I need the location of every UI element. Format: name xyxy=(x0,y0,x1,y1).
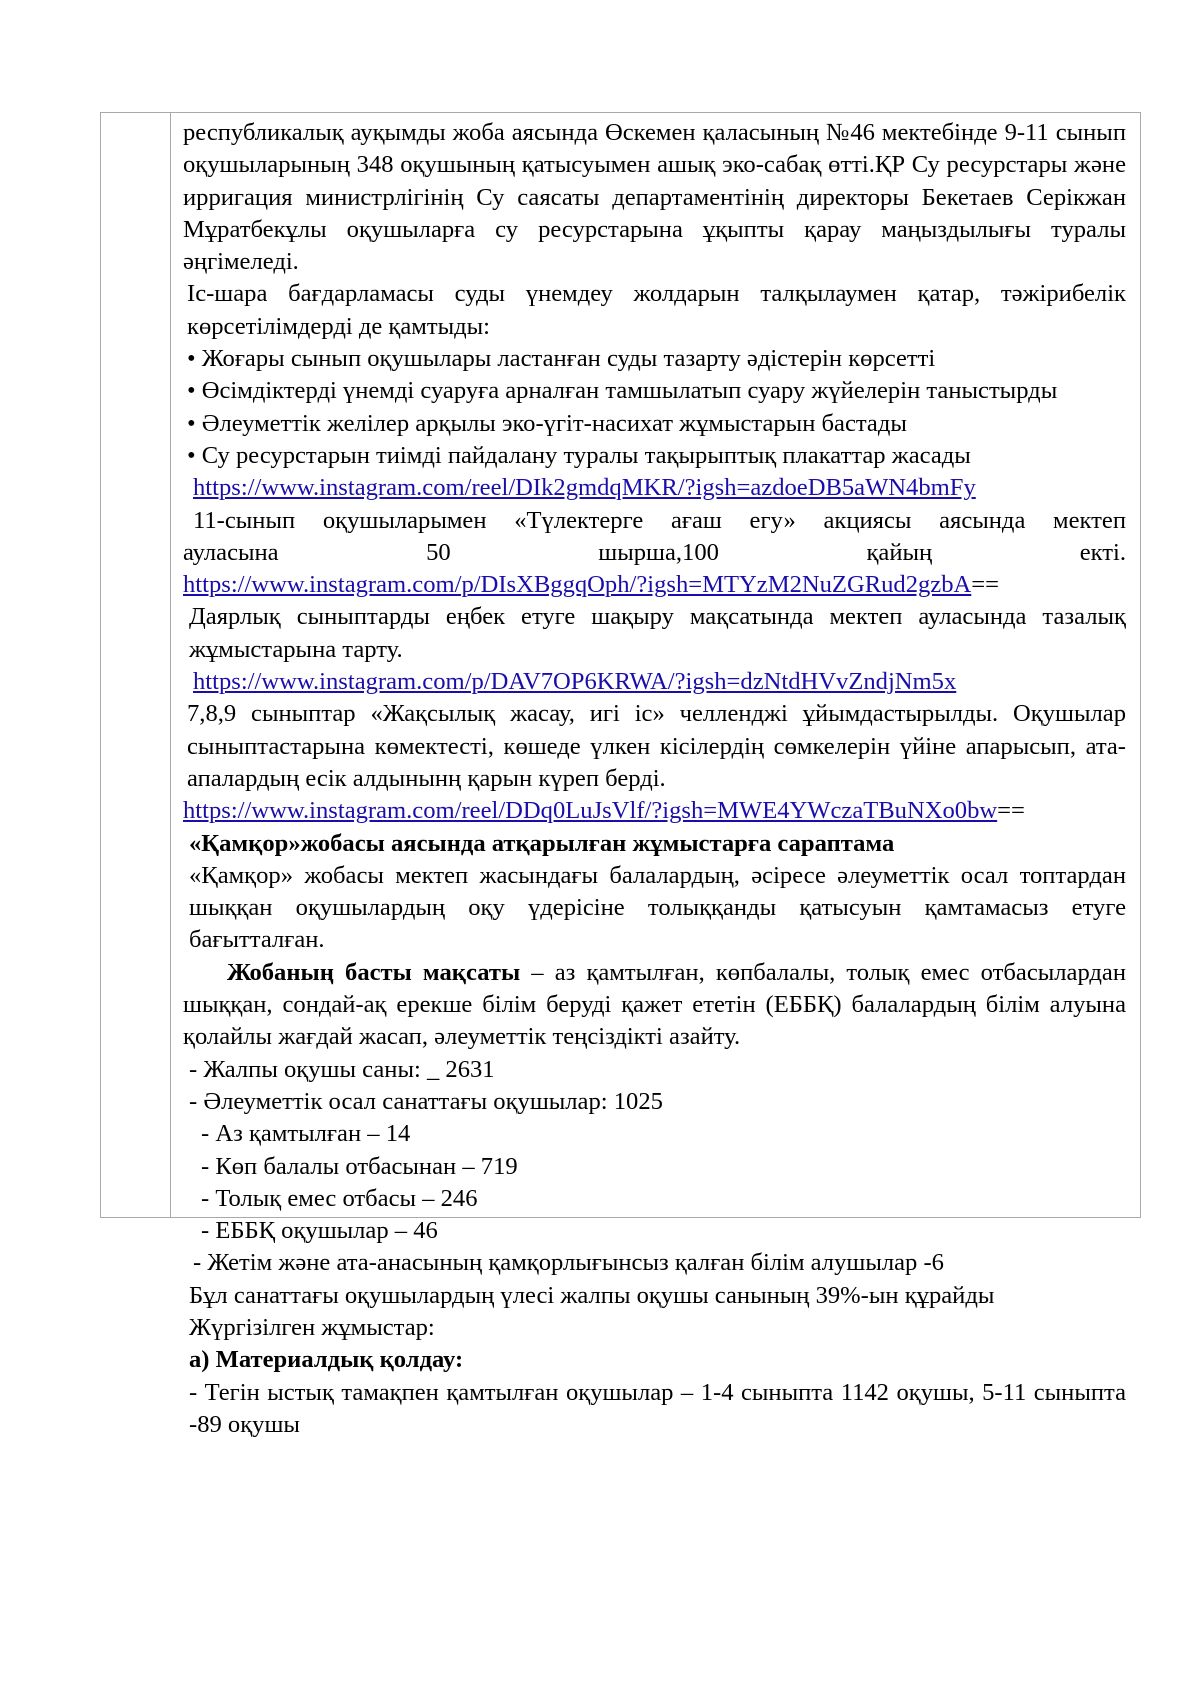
subsection-heading: а) Материалдық қолдау: xyxy=(189,1346,464,1374)
bullet-item: • Жоғары сынып оқушылары ластанған суды тазарту әдістерін көрсетті xyxy=(187,345,936,373)
stat-line: - Жалпы оқушы саны: _ 2631 xyxy=(189,1055,495,1083)
stat-line: - Толық емес отбасы – 246 xyxy=(201,1184,478,1212)
link-line xyxy=(183,795,1126,827)
paragraph-works-done: Жүргізілген жұмыстар: xyxy=(189,1313,435,1341)
instagram-link[interactable]: https://www.instagram.com/p/DIsXBggqOph/?igsh=MTYzM2NuZGRud2gzbA xyxy=(183,571,972,599)
bullet-item: • Әлеуметтік желілер арқылы эко-үгіт-насихат жұмыстарын бастады xyxy=(187,409,907,437)
bullet-item: • Өсімдіктерді үнемді суаруға арналған тамшылатып суару жүйелерін таныстырды xyxy=(187,377,1058,405)
paragraph-kamkor-intro: «Қамқор» жобасы мектеп жасындағы балалардың, әсіресе әлеуметтік осал топтардан шыққан оқушылардың оқу үдерісіне толыққанды қатысуын қамтамасыз етуге бағытталған. xyxy=(189,861,1126,954)
section-heading: «Қамқор»жобасы аясында атқарылған жұмыстарға сараптама xyxy=(189,829,895,857)
link-tail: == xyxy=(971,571,1000,599)
instagram-link[interactable]: https://www.instagram.com/reel/DDq0LuJsVlf/?igsh=MWE4YWczaTBuNXo0bw xyxy=(183,797,998,825)
link-line xyxy=(183,472,1126,504)
paragraph-hot-meals: - Тегін ыстық тамақпен қамтылған оқушылар – 1-4 сыныпта 1142 оқушы, 5-11 сыныпта -89 оқушы xyxy=(189,1378,1126,1438)
stat-line: - Жетім және ата-анасының қамқорлығынсыз қалған білім алушылар -6 xyxy=(193,1249,944,1277)
instagram-link[interactable]: https://www.instagram.com/reel/DIk2gmdqMKR/?igsh=azdoeDB5aWN4bmFy xyxy=(193,474,976,502)
table-content-cell xyxy=(183,117,1126,1441)
paragraph-tree-planting: 11-сынып оқушыларымен «Түлектерге ағаш егу» акциясы аясында мектеп xyxy=(193,506,1126,534)
paragraph-event-program: Іс-шара бағдарламасы суды үнемдеу жолдарын талқылаумен қатар, тәжірибелік көрсетілімдерді де қамтыды: xyxy=(187,280,1126,340)
stat-line: - ЕББҚ оқушылар – 46 xyxy=(201,1217,438,1245)
paragraph-share: Бұл санаттағы оқушылардың үлесі жалпы оқушы санының 39%-ын құрайды xyxy=(189,1281,995,1309)
paragraph-cleanup: Даярлық сыныптарды еңбек етуге шақыру мақсатында мектеп ауласында тазалық жұмыстарына тарту. xyxy=(189,603,1126,663)
link-tail: == xyxy=(997,797,1025,825)
instagram-link[interactable]: https://www.instagram.com/p/DAV7OP6KRWA/?igsh=dzNtdHVvZndjNm5x xyxy=(193,668,957,696)
paragraph-eco-lesson: республикалық ауқымды жоба аясында Өскемен қаласының №46 мектебінде 9-11 сынып оқушыларының 348 оқушының қатысуымен ашық эко-сабақ өтті.ҚР Су ресурстары және ирригация министрлігінің Су саясаты департаментінің директоры Бекетаев Серікжан Мұратбекұлы оқушыларға су ресурстарына ұқыпты қарау маңыздылығы туралы әңгімеледі. xyxy=(183,119,1126,276)
paragraph-project-goal: Жобаның басты мақсаты – аз қамтылған, көпбалалы, толық емес отбасылардан шыққан, сондай-ақ ерекше білім беруді қажет ететін (ЕББҚ) балалардың білім алуына қолайлы жағдай жасап, әлеуметтік теңсіздікті азайту. xyxy=(183,958,1127,1051)
goal-label: Жобаның басты мақсаты xyxy=(227,958,521,986)
stat-line: - Әлеуметтік осал санаттағы оқушылар: 1025 xyxy=(189,1087,663,1115)
paragraph-challenge: 7,8,9 сыныптар «Жақсылық жасау, игі іс» челленджі ұйымдастырылды. Оқушылар сыныптастарына көмектесті, көшеде үлкен кісілердің сөмкелерін үйіне апарысып, ата-апалардың есік алдынынң қарын күреп берді. xyxy=(187,700,1126,792)
paragraph-tree-planting-cont: ауласына 50 шырша,100 қайың екті. xyxy=(183,538,1126,566)
link-line xyxy=(183,666,1126,698)
stat-line: - Көп балалы отбасынан – 719 xyxy=(201,1152,518,1180)
link-line xyxy=(183,569,1126,601)
bullet-item: • Су ресурстарын тиімді пайдалану туралы тақырыптық плакаттар жасады xyxy=(187,441,971,469)
stat-line: - Аз қамтылған – 14 xyxy=(201,1120,411,1148)
table-left-column xyxy=(101,113,171,1217)
content-table xyxy=(100,112,1141,1438)
